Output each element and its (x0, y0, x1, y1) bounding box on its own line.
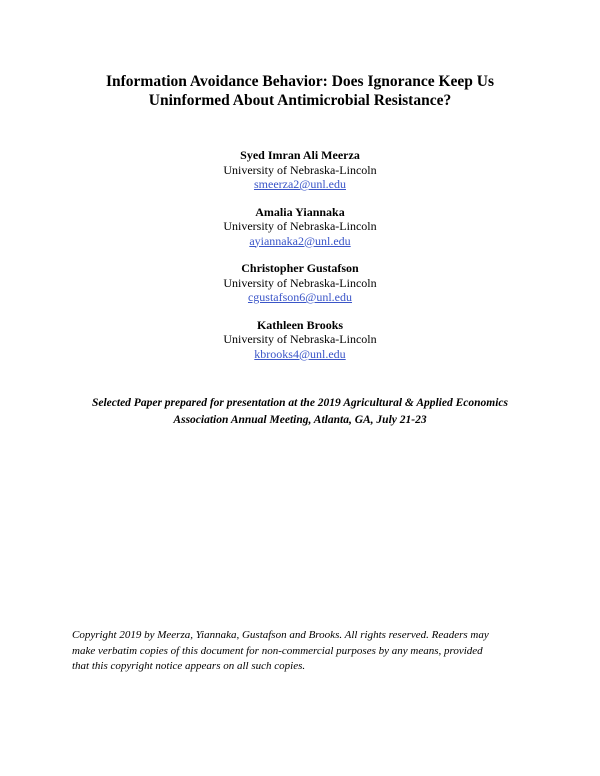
author-email-link[interactable]: cgustafson6@unl.edu (247, 290, 353, 304)
presentation-note-line-2: Association Annual Meeting, Atlanta, GA, July 21-23 (173, 413, 427, 426)
paper-title-line-1: Information Avoidance Behavior: Does Ignorance Keep Us (105, 73, 495, 90)
copyright-line-1: Copyright 2019 by Meerza, Yiannaka, Gustafson and Brooks. All rights reserved. Readers may (72, 629, 489, 641)
author-affiliation: University of Nebraska-Lincoln (223, 332, 377, 346)
paper-title (0, 72, 600, 110)
paper-title-line-2: Uninformed About Antimicrobial Resistance? (148, 92, 452, 109)
author-name: Amalia Yiannaka (255, 204, 345, 219)
author-affiliation: University of Nebraska-Lincoln (223, 162, 377, 177)
presentation-note (0, 395, 600, 428)
author-email-link[interactable]: ayiannaka2@unl.edu (249, 233, 351, 248)
author-block (0, 318, 600, 362)
author-name: Syed Imran Ali Meerza (240, 148, 360, 162)
author-block (0, 148, 600, 192)
author-block (0, 261, 600, 305)
copyright-notice (72, 628, 542, 675)
author-email-link[interactable]: smeerza2@unl.edu (253, 177, 346, 191)
copyright-line-3: that this copyright notice appears on all such copies. (72, 660, 306, 672)
author-list (0, 148, 600, 374)
copyright-line-2: make verbatim copies of this document for non-commercial purposes by any means, provided (72, 644, 483, 657)
author-block (0, 205, 600, 249)
author-affiliation: University of Nebraska-Lincoln (223, 219, 377, 233)
author-email-link[interactable]: kbrooks4@unl.edu (254, 346, 346, 361)
author-affiliation: University of Nebraska-Lincoln (223, 275, 377, 290)
author-name: Christopher Gustafson (241, 261, 359, 275)
author-name: Kathleen Brooks (256, 317, 344, 332)
presentation-note-line-1: Selected Paper prepared for presentation at the 2019 Agricultural & Applied Economics (91, 397, 509, 409)
